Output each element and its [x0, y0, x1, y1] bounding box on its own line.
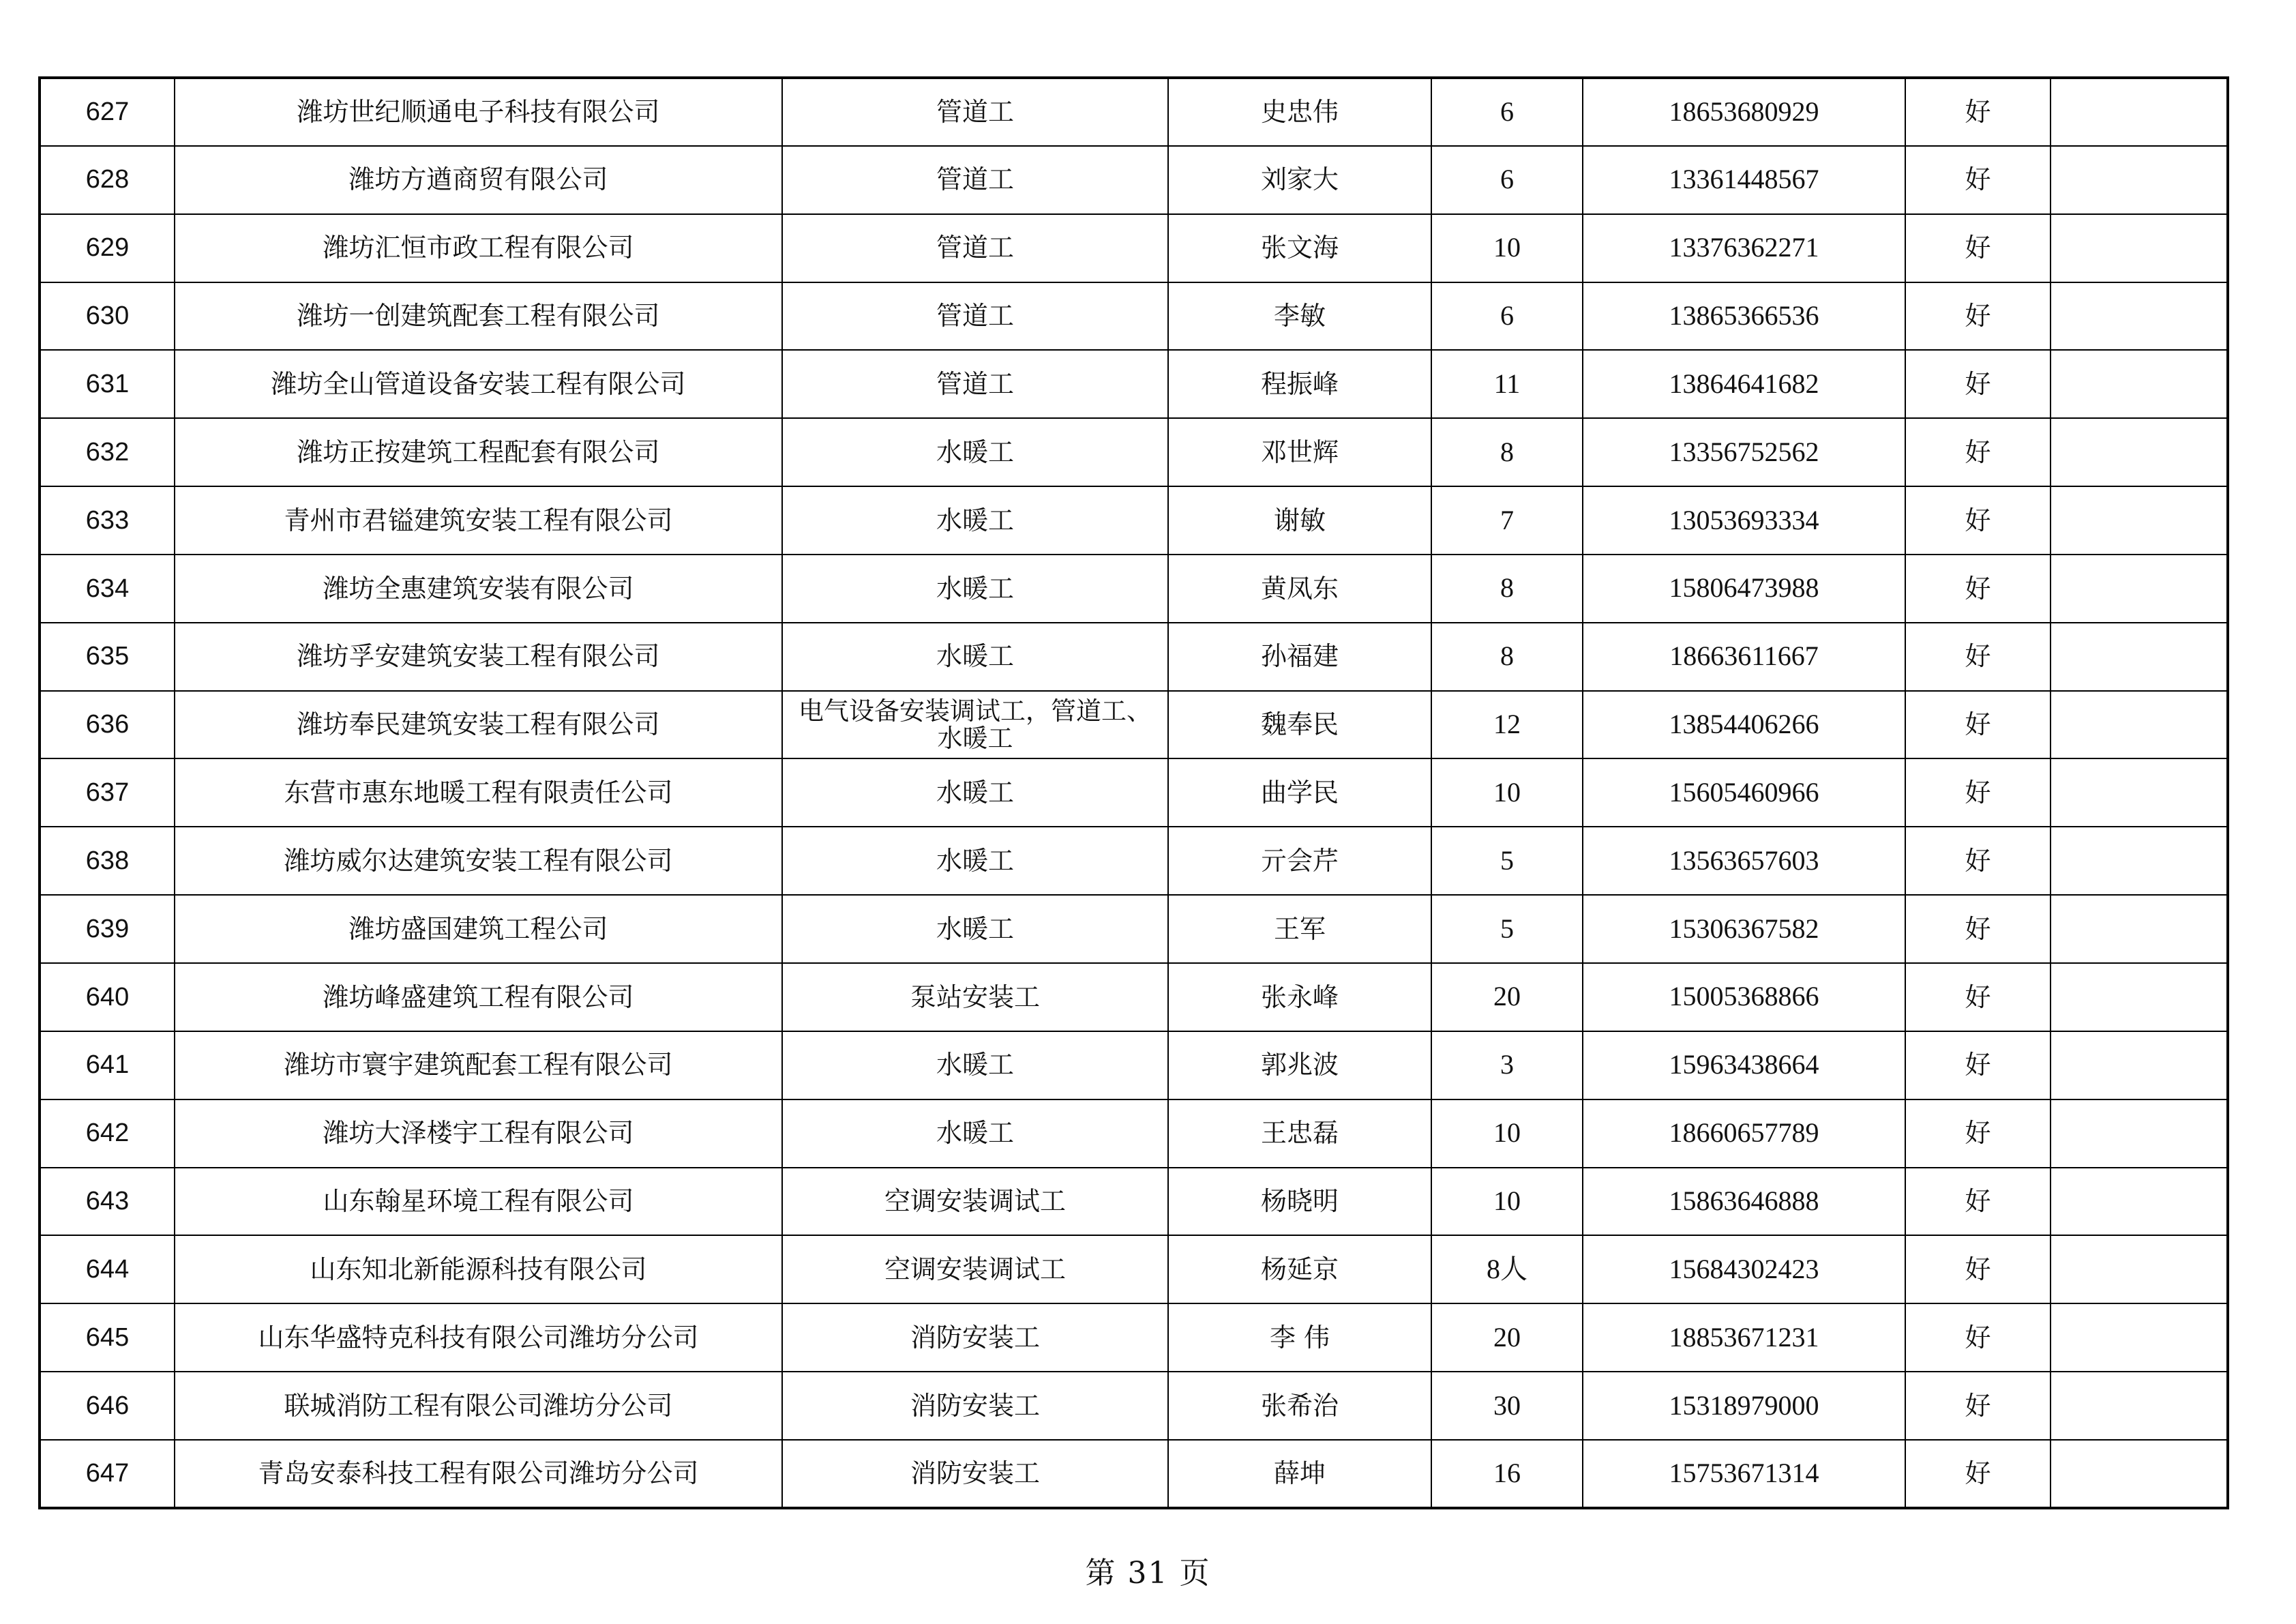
company-name-cell: 潍坊汇恒市政工程有限公司 — [175, 214, 782, 282]
table-row — [40, 1303, 2228, 1372]
row-number-cell: 647 — [40, 1440, 175, 1508]
phone-number-cell: 15753671314 — [1583, 1440, 1905, 1508]
contact-person-cell: 曲学民 — [1168, 758, 1431, 827]
phone-number-cell: 15306367582 — [1583, 895, 1905, 963]
phone-number-cell: 18653680929 — [1583, 78, 1905, 146]
contact-person-cell: 史忠伟 — [1168, 78, 1431, 146]
table-row — [40, 963, 2228, 1031]
rating-cell: 好 — [1905, 1303, 2051, 1372]
table-row — [40, 214, 2228, 282]
phone-number-cell: 13361448567 — [1583, 146, 1905, 214]
rating-cell: 好 — [1905, 691, 2051, 759]
rating-cell: 好 — [1905, 555, 2051, 623]
remarks-cell — [2051, 691, 2228, 759]
trade-cell: 水暖工 — [782, 827, 1168, 895]
trade-cell: 消防安装工 — [782, 1303, 1168, 1372]
table-row — [40, 895, 2228, 963]
trade-cell: 水暖工 — [782, 623, 1168, 691]
worker-count-cell: 20 — [1431, 963, 1583, 1031]
worker-count-cell: 12 — [1431, 691, 1583, 759]
remarks-cell — [2051, 78, 2228, 146]
row-number-cell: 642 — [40, 1099, 175, 1168]
remarks-cell — [2051, 1099, 2228, 1168]
table-row — [40, 623, 2228, 691]
worker-count-cell: 3 — [1431, 1031, 1583, 1099]
worker-count-cell: 6 — [1431, 78, 1583, 146]
row-number-cell: 645 — [40, 1303, 175, 1372]
table-row — [40, 486, 2228, 555]
rating-cell: 好 — [1905, 1372, 2051, 1440]
trade-cell: 管道工 — [782, 214, 1168, 282]
table-row — [40, 418, 2228, 486]
phone-number-cell: 15605460966 — [1583, 758, 1905, 827]
phone-number-cell: 13376362271 — [1583, 214, 1905, 282]
worker-count-cell: 8 — [1431, 418, 1583, 486]
company-name-cell: 潍坊盛国建筑工程公司 — [175, 895, 782, 963]
contact-person-cell: 李敏 — [1168, 282, 1431, 351]
contact-person-cell: 黄凤东 — [1168, 555, 1431, 623]
phone-number-cell: 13053693334 — [1583, 486, 1905, 555]
trade-cell: 电气设备安装调试工，管道工、水暖工 — [782, 691, 1168, 759]
contact-person-cell: 刘家大 — [1168, 146, 1431, 214]
remarks-cell — [2051, 146, 2228, 214]
worker-count-cell: 8 — [1431, 623, 1583, 691]
row-number-cell: 644 — [40, 1235, 175, 1303]
remarks-cell — [2051, 963, 2228, 1031]
table-row — [40, 555, 2228, 623]
phone-number-cell: 13854406266 — [1583, 691, 1905, 759]
company-name-cell: 潍坊一创建筑配套工程有限公司 — [175, 282, 782, 351]
phone-number-cell: 15963438664 — [1583, 1031, 1905, 1099]
rating-cell: 好 — [1905, 146, 2051, 214]
contact-person-cell: 亓会芹 — [1168, 827, 1431, 895]
phone-number-cell: 13563657603 — [1583, 827, 1905, 895]
contact-person-cell: 王军 — [1168, 895, 1431, 963]
trade-cell: 管道工 — [782, 146, 1168, 214]
remarks-cell — [2051, 623, 2228, 691]
company-name-cell: 山东华盛特克科技有限公司潍坊分公司 — [175, 1303, 782, 1372]
worker-count-cell: 5 — [1431, 895, 1583, 963]
row-number-cell: 632 — [40, 418, 175, 486]
trade-cell: 水暖工 — [782, 486, 1168, 555]
row-number-cell: 641 — [40, 1031, 175, 1099]
row-number-cell: 628 — [40, 146, 175, 214]
worker-count-cell: 16 — [1431, 1440, 1583, 1508]
row-number-cell: 635 — [40, 623, 175, 691]
row-number-cell: 640 — [40, 963, 175, 1031]
trade-cell: 消防安装工 — [782, 1372, 1168, 1440]
row-number-cell: 643 — [40, 1168, 175, 1236]
rating-cell: 好 — [1905, 1099, 2051, 1168]
row-number-cell: 638 — [40, 827, 175, 895]
rating-cell: 好 — [1905, 1235, 2051, 1303]
row-number-cell: 631 — [40, 350, 175, 418]
worker-count-cell: 8 — [1431, 555, 1583, 623]
rating-cell: 好 — [1905, 895, 2051, 963]
remarks-cell — [2051, 350, 2228, 418]
table-body — [40, 78, 2228, 1508]
trade-cell: 消防安装工 — [782, 1440, 1168, 1508]
phone-number-cell: 15005368866 — [1583, 963, 1905, 1031]
row-number-cell: 646 — [40, 1372, 175, 1440]
table-row — [40, 1372, 2228, 1440]
row-number-cell: 630 — [40, 282, 175, 351]
remarks-cell — [2051, 418, 2228, 486]
worker-count-cell: 8人 — [1431, 1235, 1583, 1303]
company-name-cell: 青州市君镒建筑安装工程有限公司 — [175, 486, 782, 555]
row-number-cell: 629 — [40, 214, 175, 282]
company-name-cell: 山东知北新能源科技有限公司 — [175, 1235, 782, 1303]
table-row — [40, 691, 2228, 759]
trade-cell: 管道工 — [782, 282, 1168, 351]
company-name-cell: 潍坊全山管道设备安装工程有限公司 — [175, 350, 782, 418]
table-row — [40, 1031, 2228, 1099]
rating-cell: 好 — [1905, 1168, 2051, 1236]
trade-cell: 水暖工 — [782, 758, 1168, 827]
worker-count-cell: 7 — [1431, 486, 1583, 555]
trade-cell: 水暖工 — [782, 418, 1168, 486]
table-row — [40, 1099, 2228, 1168]
rating-cell: 好 — [1905, 214, 2051, 282]
company-name-cell: 联城消防工程有限公司潍坊分公司 — [175, 1372, 782, 1440]
trade-cell: 水暖工 — [782, 555, 1168, 623]
remarks-cell — [2051, 827, 2228, 895]
remarks-cell — [2051, 1440, 2228, 1508]
enterprise-table — [38, 76, 2229, 1509]
remarks-cell — [2051, 1235, 2228, 1303]
worker-count-cell: 5 — [1431, 827, 1583, 895]
trade-cell: 管道工 — [782, 350, 1168, 418]
company-name-cell: 青岛安泰科技工程有限公司潍坊分公司 — [175, 1440, 782, 1508]
rating-cell: 好 — [1905, 350, 2051, 418]
row-number-cell: 627 — [40, 78, 175, 146]
row-number-cell: 637 — [40, 758, 175, 827]
trade-cell: 空调安装调试工 — [782, 1235, 1168, 1303]
company-name-cell: 潍坊方遒商贸有限公司 — [175, 146, 782, 214]
rating-cell: 好 — [1905, 963, 2051, 1031]
trade-cell: 水暖工 — [782, 1031, 1168, 1099]
contact-person-cell: 魏奉民 — [1168, 691, 1431, 759]
phone-number-cell: 15806473988 — [1583, 555, 1905, 623]
company-name-cell: 潍坊奉民建筑安装工程有限公司 — [175, 691, 782, 759]
rating-cell: 好 — [1905, 418, 2051, 486]
rating-cell: 好 — [1905, 78, 2051, 146]
worker-count-cell: 30 — [1431, 1372, 1583, 1440]
remarks-cell — [2051, 1031, 2228, 1099]
phone-number-cell: 13864641682 — [1583, 350, 1905, 418]
table-row — [40, 146, 2228, 214]
remarks-cell — [2051, 1303, 2228, 1372]
row-number-cell: 634 — [40, 555, 175, 623]
worker-count-cell: 10 — [1431, 214, 1583, 282]
remarks-cell — [2051, 1372, 2228, 1440]
rating-cell: 好 — [1905, 282, 2051, 351]
table-row — [40, 282, 2228, 351]
worker-count-cell: 11 — [1431, 350, 1583, 418]
company-name-cell: 潍坊市寰宇建筑配套工程有限公司 — [175, 1031, 782, 1099]
phone-number-cell: 18660657789 — [1583, 1099, 1905, 1168]
row-number-cell: 639 — [40, 895, 175, 963]
contact-person-cell: 薛坤 — [1168, 1440, 1431, 1508]
contact-person-cell: 张希治 — [1168, 1372, 1431, 1440]
rating-cell: 好 — [1905, 758, 2051, 827]
remarks-cell — [2051, 486, 2228, 555]
contact-person-cell: 杨延京 — [1168, 1235, 1431, 1303]
contact-person-cell: 王忠磊 — [1168, 1099, 1431, 1168]
company-name-cell: 潍坊正按建筑工程配套有限公司 — [175, 418, 782, 486]
phone-number-cell: 15318979000 — [1583, 1372, 1905, 1440]
contact-person-cell: 张永峰 — [1168, 963, 1431, 1031]
trade-cell: 泵站安装工 — [782, 963, 1168, 1031]
phone-number-cell: 15863646888 — [1583, 1168, 1905, 1236]
rating-cell: 好 — [1905, 827, 2051, 895]
company-name-cell: 潍坊孚安建筑安装工程有限公司 — [175, 623, 782, 691]
rating-cell: 好 — [1905, 486, 2051, 555]
table-row — [40, 1168, 2228, 1236]
company-name-cell: 潍坊全惠建筑安装有限公司 — [175, 555, 782, 623]
page-number: 第 31 页 — [1085, 1556, 1211, 1591]
remarks-cell — [2051, 1168, 2228, 1236]
remarks-cell — [2051, 214, 2228, 282]
row-number-cell: 633 — [40, 486, 175, 555]
phone-number-cell: 13865366536 — [1583, 282, 1905, 351]
table-row — [40, 758, 2228, 827]
remarks-cell — [2051, 282, 2228, 351]
contact-person-cell: 孙福建 — [1168, 623, 1431, 691]
contact-person-cell: 谢敏 — [1168, 486, 1431, 555]
worker-count-cell: 6 — [1431, 146, 1583, 214]
phone-number-cell: 13356752562 — [1583, 418, 1905, 486]
rating-cell: 好 — [1905, 623, 2051, 691]
company-name-cell: 东营市惠东地暖工程有限责任公司 — [175, 758, 782, 827]
remarks-cell — [2051, 555, 2228, 623]
phone-number-cell: 15684302423 — [1583, 1235, 1905, 1303]
remarks-cell — [2051, 895, 2228, 963]
worker-count-cell: 10 — [1431, 758, 1583, 827]
company-name-cell: 潍坊威尔达建筑安装工程有限公司 — [175, 827, 782, 895]
contact-person-cell: 程振峰 — [1168, 350, 1431, 418]
worker-count-cell: 10 — [1431, 1168, 1583, 1236]
contact-person-cell: 郭兆波 — [1168, 1031, 1431, 1099]
contact-person-cell: 杨晓明 — [1168, 1168, 1431, 1236]
company-name-cell: 潍坊世纪顺通电子科技有限公司 — [175, 78, 782, 146]
row-number-cell: 636 — [40, 691, 175, 759]
trade-cell: 水暖工 — [782, 1099, 1168, 1168]
trade-cell: 管道工 — [782, 78, 1168, 146]
table-row — [40, 78, 2228, 146]
worker-count-cell: 10 — [1431, 1099, 1583, 1168]
company-name-cell: 山东翰星环境工程有限公司 — [175, 1168, 782, 1236]
contact-person-cell: 李 伟 — [1168, 1303, 1431, 1372]
rating-cell: 好 — [1905, 1031, 2051, 1099]
contact-person-cell: 张文海 — [1168, 214, 1431, 282]
worker-count-cell: 6 — [1431, 282, 1583, 351]
trade-cell: 水暖工 — [782, 895, 1168, 963]
company-name-cell: 潍坊大泽楼宇工程有限公司 — [175, 1099, 782, 1168]
phone-number-cell: 18663611667 — [1583, 623, 1905, 691]
contact-person-cell: 邓世辉 — [1168, 418, 1431, 486]
worker-count-cell: 20 — [1431, 1303, 1583, 1372]
table-row — [40, 350, 2228, 418]
table-row — [40, 827, 2228, 895]
table-row — [40, 1440, 2228, 1508]
phone-number-cell: 18853671231 — [1583, 1303, 1905, 1372]
company-name-cell: 潍坊峰盛建筑工程有限公司 — [175, 963, 782, 1031]
rating-cell: 好 — [1905, 1440, 2051, 1508]
trade-cell: 空调安装调试工 — [782, 1168, 1168, 1236]
remarks-cell — [2051, 758, 2228, 827]
table-row — [40, 1235, 2228, 1303]
